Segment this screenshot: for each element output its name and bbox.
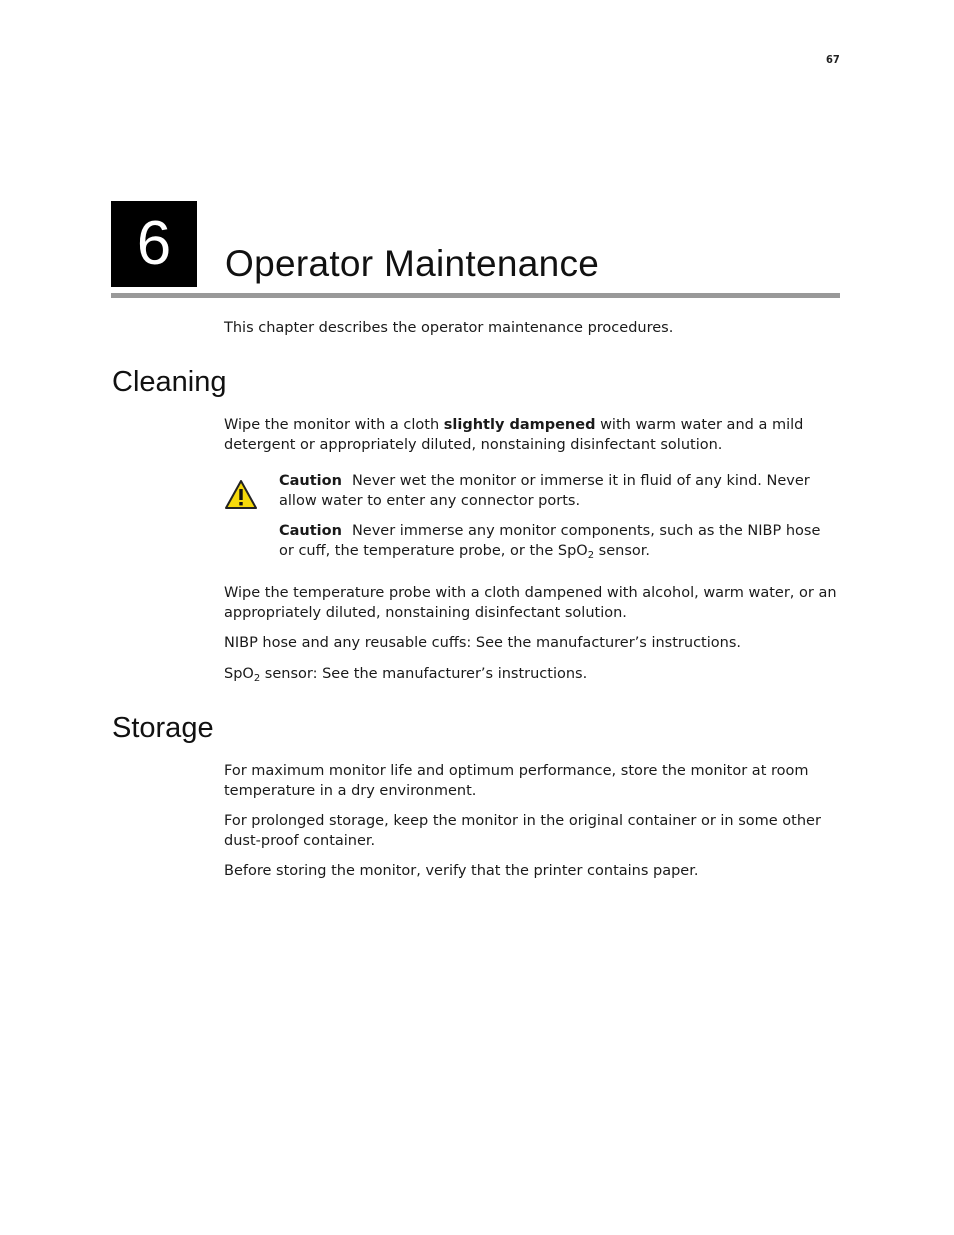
storage-paragraph-3: Before storing the monitor, verify that the printer contains paper.	[224, 863, 699, 879]
cleaning-paragraph-4	[224, 665, 844, 689]
storage-paragraph-2: For prolonged storage, keep the monitor in the original container or in some other dust-proof container.	[224, 813, 821, 849]
cleaning-paragraph-2: Wipe the temperature probe with a cloth dampened with alcohol, warm water, or an appropriately diluted, nonstaining disinfectant solution.	[224, 585, 837, 621]
storage-paragraph-1: For maximum monitor life and optimum performance, store the monitor at room temperature in a dry environment.	[224, 763, 809, 799]
intro-paragraph: This chapter describes the operator maintenance procedures.	[224, 320, 674, 336]
caution-2	[279, 522, 839, 565]
caution-1-text: Never wet the monitor or immerse it in fluid of any kind. Never allow water to enter any connector ports.	[279, 473, 810, 509]
title-rule	[111, 293, 840, 298]
cleaning-p1-bold: slightly dampened	[443, 417, 596, 433]
cleaning-paragraph-3: NIBP hose and any reusable cuffs: See the manufacturer’s instructions.	[224, 635, 741, 651]
caution-2-text-pre: Never immerse any monitor components, such as the NIBP hose or cuff, the temperature probe, or the SpO	[279, 523, 821, 559]
cleaning-p4-post: sensor: See the manufacturer’s instructions.	[260, 666, 588, 682]
caution-2-text-post: sensor.	[594, 542, 651, 559]
warning-triangle-icon	[224, 479, 258, 510]
chapter-title: Operator Maintenance	[225, 243, 600, 284]
chapter-number-box: 6	[111, 201, 197, 287]
storage-heading: Storage	[112, 712, 214, 744]
cleaning-p4-pre: SpO	[224, 666, 254, 682]
cleaning-p1-pre: Wipe the monitor with a cloth	[224, 417, 444, 433]
cleaning-paragraph-1	[224, 416, 844, 455]
caution-1	[279, 472, 839, 511]
caution-1-label: Caution	[279, 473, 342, 489]
cleaning-p1-post: with warm water and a mild detergent or appropriately diluted, nonstaining disinfectant solution.	[224, 417, 804, 453]
caution-2-label: Caution	[279, 523, 342, 539]
page-number: 67	[826, 53, 840, 66]
cleaning-heading: Cleaning	[112, 366, 227, 398]
caution-2-sub: 2	[587, 549, 595, 561]
cleaning-p4-sub: 2	[253, 673, 261, 684]
